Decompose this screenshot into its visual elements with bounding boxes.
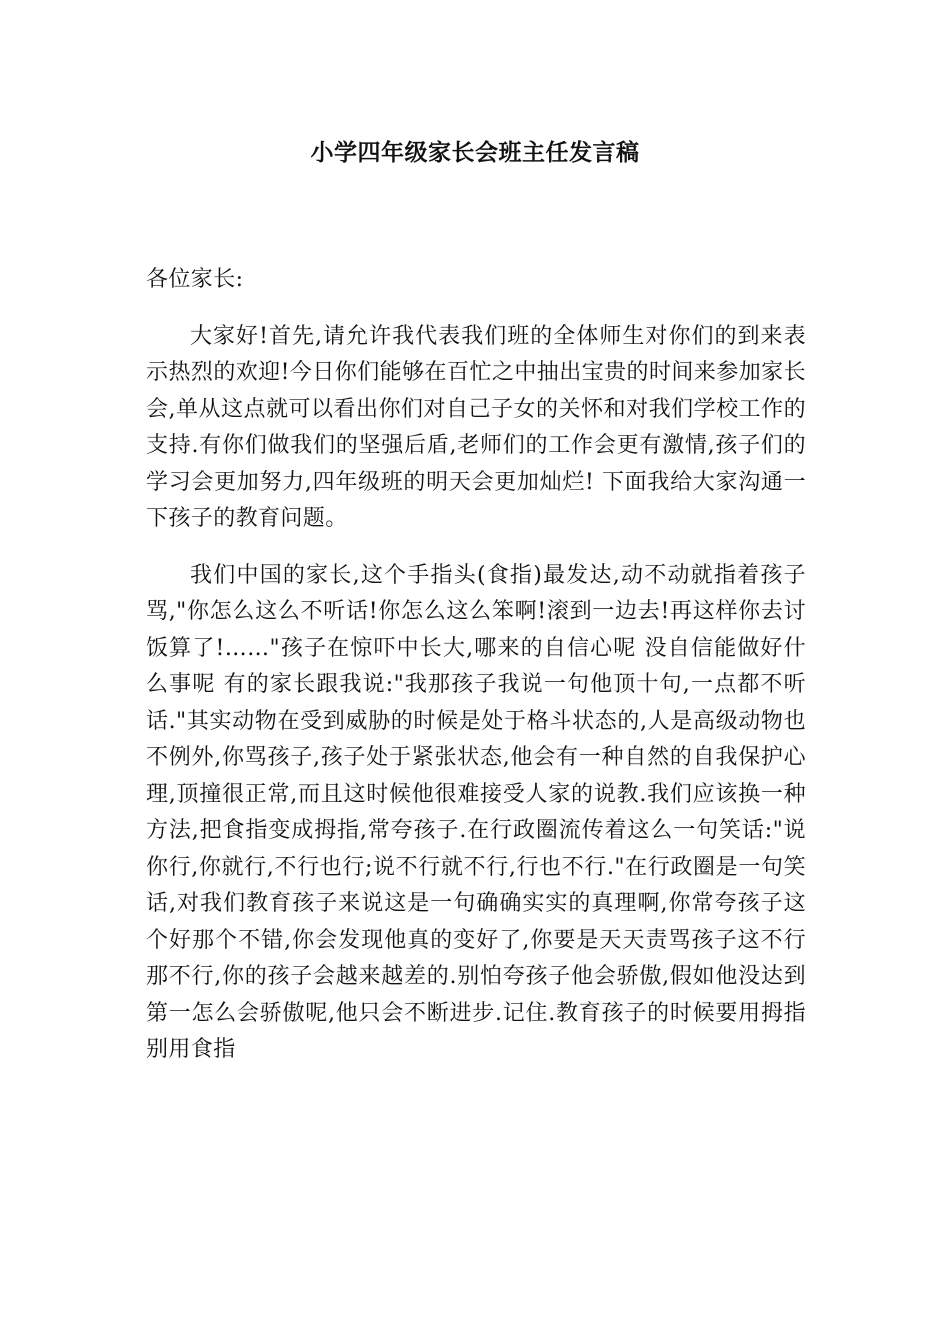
- document-title: 小学四年级家长会班主任发言稿: [310, 140, 640, 166]
- document-body: [146, 262, 806, 1069]
- paragraph-welcome: 大家好!首先,请允许我代表我们班的全体师生对你们的到来表示热烈的欢迎!今日你们能够在百忙之中抽出宝贵的时间来参加家长会,单从这点就可以看出你们对自己子女的关怀和对我们学校工作的支持.有你们做我们的坚强后盾,老师们的工作会更有激情,孩子们的学习会更加努力,四年级班的明天会更加灿烂! 下面我给大家沟通一下孩子的教育问题。: [146, 323, 806, 531]
- paragraph-praise-children: 我们中国的家长,这个手指头(食指)最发达,动不动就指着孩子骂,"你怎么这么不听话!你怎么这么笨啊!滚到一边去!再这样你去讨饭算了!……"孩子在惊吓中长大,哪来的自信心呢 没自信能做好什么事呢 有的家长跟我说:"我那孩子我说一句他顶十句,一点都不听话."其实动物在受到威胁的时候是处于格斗状态的,人是高级动物也不例外,你骂孩子,孩子处于紧张状态,他会有一种自然的自我保护心理,顶撞很正常,而且这时候他很难接受人家的说教.我们应该换一种方法,把食指变成拇指,常夸孩子.在行政圈流传着这么一句笑话:"说你行,你就行,不行也行;说不行就不行,行也不行."在行政圈是一句笑话,对我们教育孩子来说这是一句确确实实的真理啊,你常夸孩子这个好那个不错,你会发现他真的变好了,你要是天天责骂孩子这不行那不行,你的孩子会越来越差的.别怕夸孩子他会骄傲,假如他没达到第一怎么会骄傲呢,他只会不断进步.记住.教育孩子的时候要用拇指别用食指: [146, 562, 806, 1062]
- salutation: 各位家长:: [146, 267, 244, 292]
